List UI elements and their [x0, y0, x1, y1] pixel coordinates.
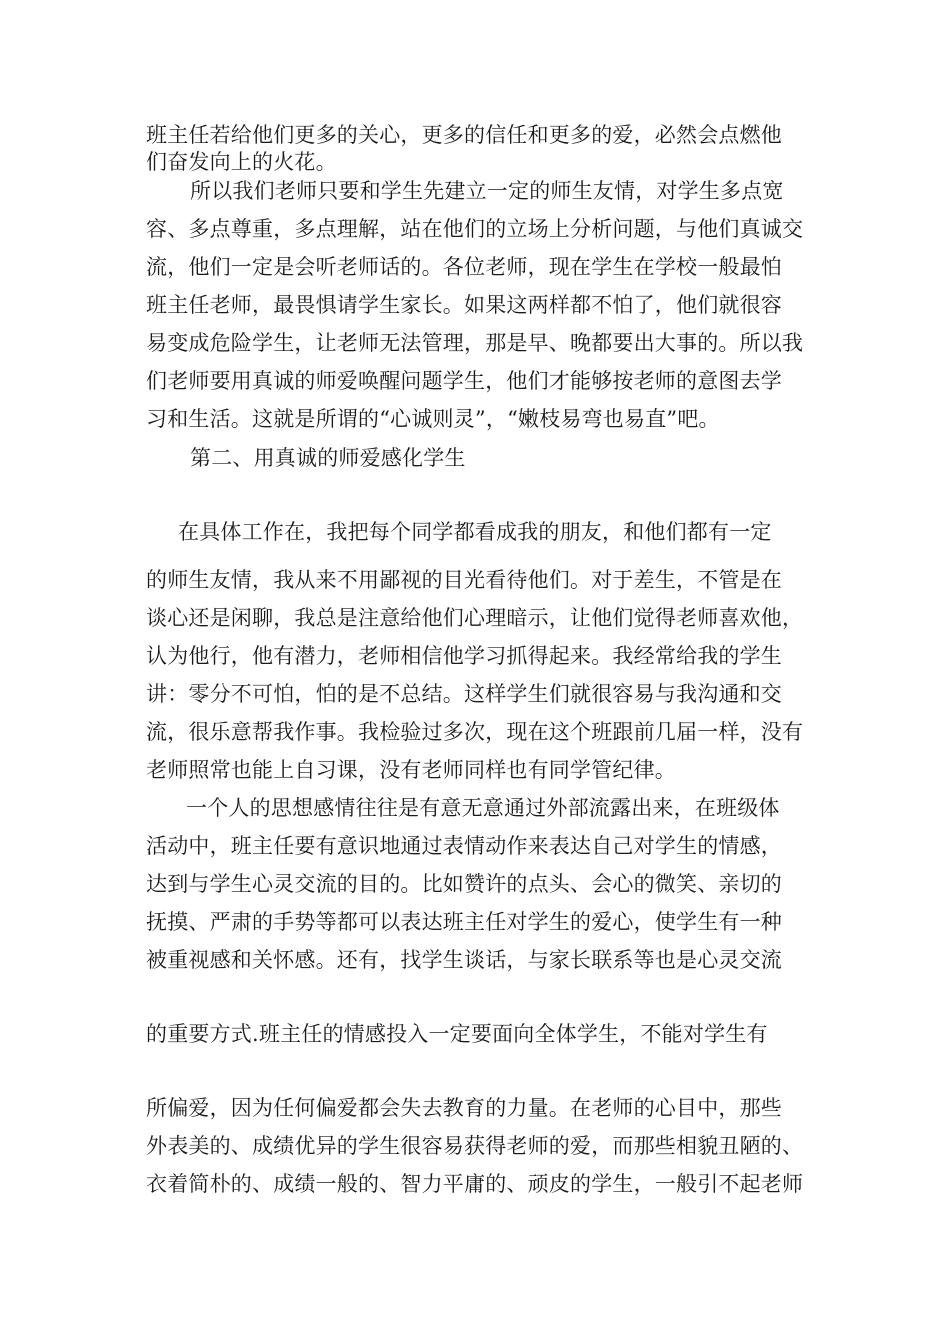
text-line: 讲：零分不可怕，怕的是不总结。这样学生们就很容易与我沟通和交: [146, 682, 782, 706]
text-line: 易变成危险学生，让老师无法管理，那是早、晚都要出大事的。所以我: [146, 331, 804, 355]
paragraph-start-line: 所以我们老师只要和学生先建立一定的师生友情，对学生多点宽: [190, 179, 784, 203]
text-line: 谈心还是闲聊，我总是注意给他们心理暗示，让他们觉得老师喜欢他，: [146, 606, 804, 630]
text-line: 的师生友情，我从来不用鄙视的目光看待他们。对于差生，不管是在: [146, 568, 782, 592]
paragraph-start-line: 在具体工作在，我把每个同学都看成我的朋友，和他们都有一定: [178, 520, 772, 544]
text-line: 容、多点尊重，多点理解，站在他们的立场上分析问题，与他们真诚交: [146, 217, 804, 241]
text-line: 所偏爱，因为任何偏爱都会失去教育的力量。在老师的心目中，那些: [146, 1096, 782, 1120]
text-line: 流，很乐意帮我作事。我检验过多次，现在这个班跟前几届一样，没有: [146, 720, 804, 744]
text-line: 抚摸、严肃的手势等都可以表达班主任对学生的爱心，使学生有一种: [146, 910, 782, 934]
paragraph-start-line: 一个人的思想感情往往是有意无意通过外部流露出来，在班级体: [186, 796, 780, 820]
text-line: 老师照常也能上自习课，没有老师同样也有同学管纪律。: [146, 758, 676, 782]
text-line: 们奋发向上的火花。: [146, 150, 337, 174]
text-line: 班主任若给他们更多的关心，更多的信任和更多的爱，必然会点燃他: [146, 123, 782, 147]
text-line: 习和生活。这就是所谓的“心诚则灵”，“嫩枝易弯也易直”吧。: [146, 407, 720, 431]
text-line: 达到与学生心灵交流的目的。比如赞许的点头、会心的微笑、亲切的: [146, 872, 782, 896]
section-heading: 第二、用真诚的师爱感化学生: [190, 446, 466, 470]
text-line: 们老师要用真诚的师爱唤醒问题学生，他们才能够按老师的意图去学: [146, 369, 782, 393]
text-line: 被重视感和关怀感。还有，找学生谈话，与家长联系等也是心灵交流: [146, 948, 782, 972]
text-line: 的重要方式.班主任的情感投入一定要面向全体学生，不能对学生有: [146, 1022, 768, 1046]
text-line: 衣着简朴的、成绩一般的、智力平庸的、顽皮的学生，一般引不起老师: [146, 1172, 804, 1196]
text-line: 班主任老师，最畏惧请学生家长。如果这两样都不怕了，他们就很容: [146, 293, 782, 317]
text-line: 外表美的、成绩优异的学生很容易获得老师的爱，而那些相貌丑陋的、: [146, 1134, 804, 1158]
text-line: 认为他行，他有潜力，老师相信他学习抓得起来。我经常给我的学生: [146, 644, 782, 668]
text-line: 流，他们一定是会听老师话的。各位老师，现在学生在学校一般最怕: [146, 255, 782, 279]
text-line: 活动中，班主任要有意识地通过表情动作来表达自己对学生的情感，: [146, 834, 782, 858]
